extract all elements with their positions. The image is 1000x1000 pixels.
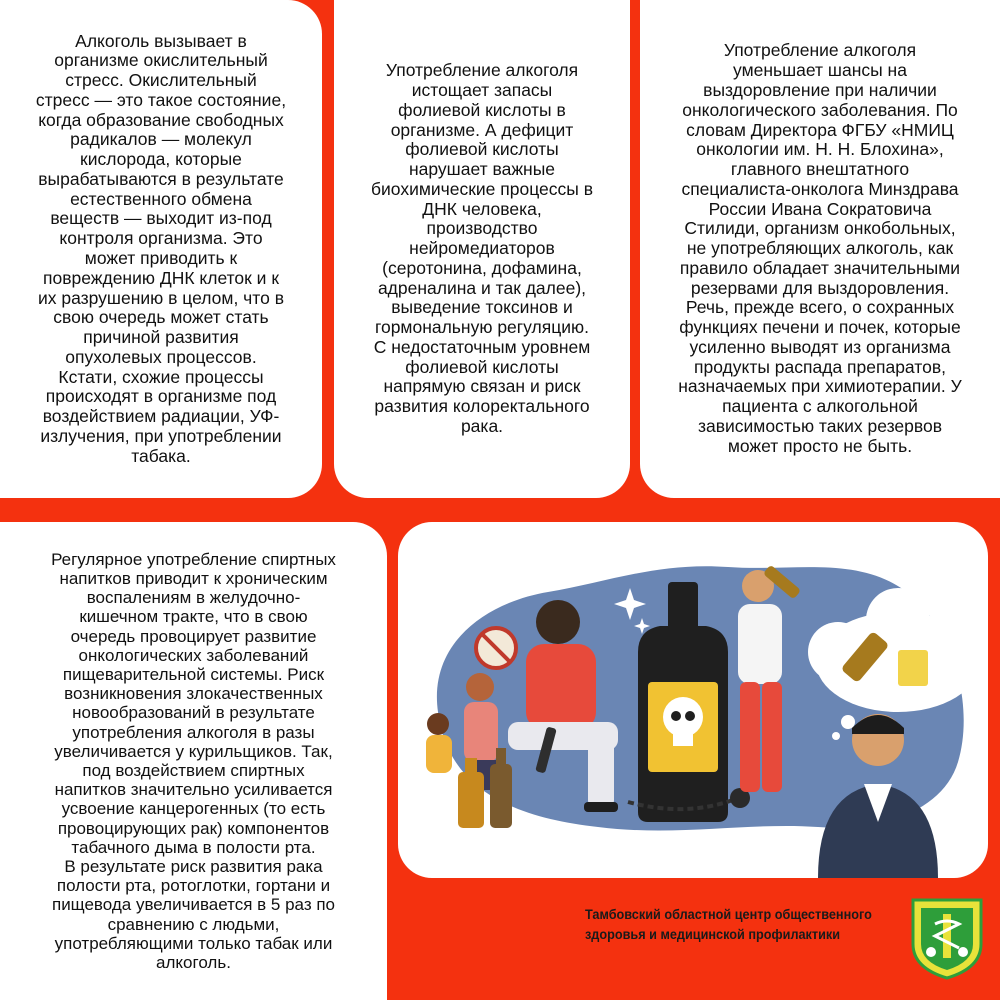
card-digestive-system — [0, 522, 387, 1000]
card-oxidative-stress-text: Алкоголь вызывает в организме окислительный стресс. Окислительный стресс — это такое состояние, когда образование свободных радикалов — молекул кислорода, которые вырабатываются в результате естественного обмена веществ — выходит из-под контроля организма. Это может приводить к повреждению ДНК клеток и к их разрушению в целом, что в свою очередь может стать причиной развития опухолевых процессов. Кстати, схожие процессы происходят в организме под воздействием радиации, УФ- излучения, при употреблении табака. — [35, 30, 287, 466]
no-alcohol-sign-icon — [476, 628, 516, 668]
alcohol-illustration — [398, 522, 988, 878]
card-digestive-system-text: Регулярное употребление спиртных напитков приводит к хроническим воспалениям в желудочно- кишечном тракте, что в свою очередь провоцирует развитие онкологических заболеваний пищеварительной системы. Риск возникновения злокачественных новообразований в результате употребления алкоголя в разы увеличивается у курильщиков. Так, под воздействием спиртных напитков значительно усиливается усвоение канцерогенных (то есть провоцирующих рак) компонентов табачного дыма в полости рта. В результате риск развития рака полости рта, ротоглотки, гортани и пищевода увеличивается в 5 раз по сравнению с людьми, употребляющими только табак или алкоголь. — [51, 549, 336, 973]
card-oxidative-stress — [0, 0, 322, 498]
child-figure — [426, 713, 452, 773]
illustration-card — [398, 522, 988, 878]
card-recovery-chances-text: Употребление алкоголя уменьшает шансы на выздоровление при наличии онкологического заболевания. По словам Директора ФГБУ «НМИЦ онкологии им. Н. Н. Блохина», главного внештатного специалиста-онколога Минздрава России Ивана Сократовича Стилиди, организм онкобольных, не употребляющих алкоголь, как правило обладает значительными резервами для выздоровления. Речь, прежде всего, о сохранных функциях печени и почек, которые усиленно выводят из организма продукты распада препаратов, назначаемых при химиотерапии. У пациента с алкогольной зависимостью таких резервов может просто не быть. — [678, 40, 962, 456]
card-folic-acid — [334, 0, 630, 498]
card-folic-acid-text: Употребление алкоголя истощает запасы фолиевой кислоты в организме. А дефицит фолиевой кислоты нарушает важные биохимические процессы в ДНК человека, производство нейромедиаторов (серотонина, дофамина, адреналина и так далее), выведение токсинов и гормональную регуляцию. С недостаточным уровнем фолиевой кислоты напрямую связан и риск развития колоректального рака. — [370, 60, 594, 436]
bottle-icon — [490, 764, 512, 828]
card-recovery-chances — [640, 0, 1000, 498]
bottle-icon — [458, 772, 484, 828]
organization-name: Тамбовский областной центр общественного здоровья и медицинской профилактики — [585, 907, 872, 943]
organization-emblem-icon — [905, 894, 989, 980]
